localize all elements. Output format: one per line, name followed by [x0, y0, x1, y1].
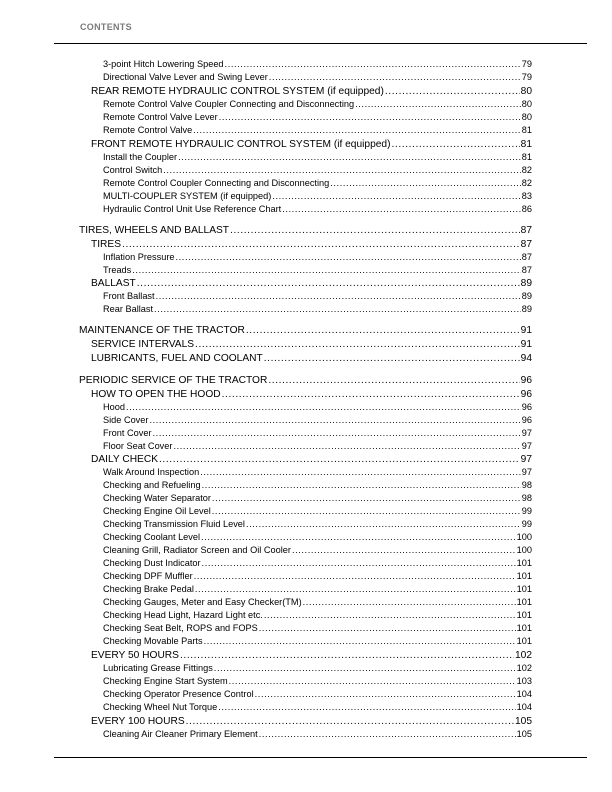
toc-entry[interactable]: [103, 124, 532, 137]
toc-entry-title: Cleaning Air Cleaner Primary Element: [103, 729, 258, 739]
toc-dot-leader: [259, 622, 516, 635]
toc-page-number: 80: [521, 112, 532, 122]
toc-page-number: 83: [521, 191, 532, 201]
toc-entry-title: Checking Engine Start System: [103, 676, 228, 686]
toc-page-number: 80: [520, 86, 532, 97]
toc-dot-leader: [194, 570, 516, 583]
toc-dot-leader: [264, 609, 516, 622]
toc-dot-leader: [122, 238, 520, 251]
toc-entry-title: BALLAST: [91, 278, 136, 289]
toc-dot-leader: [137, 277, 520, 290]
toc-dot-leader: [156, 290, 521, 303]
toc-entry-title: SERVICE INTERVALS: [91, 339, 195, 350]
toc-entry[interactable]: [79, 324, 532, 337]
toc-entry[interactable]: [103, 662, 532, 675]
toc-page-number: 87: [520, 225, 532, 236]
toc-entry[interactable]: [103, 492, 532, 505]
toc-entry-title: Checking Gauges, Meter and Easy Checker(TM): [103, 597, 302, 607]
toc-entry-title: Checking Brake Pedal: [103, 584, 194, 594]
toc-entry-title: Front Ballast: [103, 291, 155, 301]
toc-entry[interactable]: [91, 138, 532, 151]
toc-entry[interactable]: [103, 518, 532, 531]
toc-entry[interactable]: [103, 505, 532, 518]
toc-entry-title: Checking Water Separator: [103, 493, 211, 503]
toc-entry[interactable]: [103, 164, 532, 177]
toc-dot-leader: [268, 374, 519, 387]
toc-entry-title: Checking Dust Indicator: [103, 558, 201, 568]
toc-entry-title: MULTI-COUPLER SYSTEM (if equipped): [103, 191, 272, 201]
toc-entry[interactable]: [103, 151, 532, 164]
toc-page-number: 99: [521, 506, 532, 516]
toc-entry[interactable]: [91, 338, 532, 351]
toc-entry[interactable]: [103, 622, 532, 635]
toc-entry-title: Checking and Refueling: [103, 480, 201, 490]
toc-page-number: 101: [516, 610, 532, 620]
toc-dot-leader: [154, 303, 521, 316]
toc-page-number: 105: [515, 716, 532, 727]
toc-page-number: 101: [516, 636, 532, 646]
toc-entry-title: Inflation Pressure: [103, 252, 175, 262]
toc-entry[interactable]: [103, 570, 532, 583]
toc-dot-leader: [186, 715, 514, 728]
toc-entry-title: PERIODIC SERVICE OF THE TRACTOR: [79, 375, 268, 386]
toc-dot-leader: [132, 264, 521, 277]
toc-page-number: 98: [521, 480, 532, 490]
toc-page-number: 96: [521, 415, 532, 425]
toc-entry-title: Checking Coolant Level: [103, 532, 201, 542]
toc-dot-leader: [222, 388, 520, 401]
toc-dot-leader: [173, 440, 520, 453]
toc-page-number: 91: [520, 325, 532, 336]
footer-divider: [54, 757, 587, 758]
toc-dot-leader: [202, 557, 516, 570]
toc-entry-title: Directional Valve Lever and Swing Lever: [103, 72, 268, 82]
toc-page-number: 81: [520, 139, 532, 150]
toc-dot-leader: [269, 71, 521, 84]
toc-entry[interactable]: [103, 71, 532, 84]
toc-entry-title: Floor Seat Cover: [103, 441, 173, 451]
toc-dot-leader: [330, 177, 521, 190]
toc-page-number: 97: [521, 428, 532, 438]
toc-entry[interactable]: [91, 277, 532, 290]
toc-entry[interactable]: [91, 715, 532, 728]
toc-page-number: 89: [520, 278, 532, 289]
toc-dot-leader: [180, 649, 514, 662]
toc-entry-title: TIRES, WHEELS AND BALLAST: [79, 225, 230, 236]
toc-entry[interactable]: [103, 440, 532, 453]
toc-entry[interactable]: [103, 414, 532, 427]
toc-entry-title: Remote Control Valve Lever: [103, 112, 218, 122]
toc-dot-leader: [282, 203, 521, 216]
toc-entry-title: Rear Ballast: [103, 304, 154, 314]
toc-entry[interactable]: [103, 479, 532, 492]
toc-entry[interactable]: [103, 58, 532, 71]
toc-dot-leader: [272, 190, 520, 203]
toc-entry[interactable]: [91, 649, 532, 662]
toc-page-number: 97: [521, 441, 532, 451]
toc-entry[interactable]: [103, 728, 532, 741]
toc-entry[interactable]: [103, 609, 532, 622]
toc-entry-title: Checking Head Light, Hazard Light etc.: [103, 610, 263, 620]
toc-entry[interactable]: [103, 427, 532, 440]
toc-entry[interactable]: [103, 303, 532, 316]
toc-entry[interactable]: [103, 531, 532, 544]
toc-page-number: 101: [516, 571, 532, 581]
toc-entry[interactable]: [91, 238, 532, 251]
toc-entry[interactable]: [103, 111, 532, 124]
toc-dot-leader: [255, 688, 516, 701]
toc-page-number: 102: [515, 650, 532, 661]
toc-entry-title: Cleaning Grill, Radiator Screen and Oil Cooler: [103, 545, 291, 555]
toc-page-number: 100: [516, 532, 532, 542]
toc-page-number: 101: [516, 558, 532, 568]
toc-entry-title: Checking Movable Parts: [103, 636, 203, 646]
toc-entry[interactable]: [103, 583, 532, 596]
toc-entry[interactable]: [103, 401, 532, 414]
toc-page-number: 82: [521, 165, 532, 175]
toc-page-number: 94: [520, 353, 532, 364]
toc-dot-leader: [385, 85, 520, 98]
toc-dot-leader: [355, 98, 521, 111]
toc-page-number: 87: [520, 239, 532, 250]
toc-dot-leader: [246, 518, 521, 531]
toc-entry-title: EVERY 100 HOURS: [91, 716, 185, 727]
toc-page-number: 96: [520, 375, 532, 386]
toc-dot-leader: [195, 338, 520, 351]
toc-page-number: 96: [521, 402, 532, 412]
page-header-label: CONTENTS: [80, 22, 132, 32]
toc-dot-leader: [225, 58, 521, 71]
toc-entry-title: Remote Control Valve Coupler Connecting and Disconnecting: [103, 99, 355, 109]
toc-dot-leader: [230, 224, 520, 237]
toc-page-number: 81: [521, 125, 532, 135]
toc-page-number: 97: [520, 454, 532, 465]
toc-dot-leader: [159, 453, 520, 466]
toc-entry[interactable]: [79, 374, 532, 387]
toc-dot-leader: [218, 701, 515, 714]
toc-entry-title: MAINTENANCE OF THE TRACTOR: [79, 325, 245, 336]
toc-entry-title: REAR REMOTE HYDRAULIC CONTROL SYSTEM (if equipped): [91, 86, 384, 97]
toc-page-number: 89: [521, 304, 532, 314]
toc-entry[interactable]: [103, 675, 532, 688]
toc-dot-leader: [259, 728, 516, 741]
toc-entry-title: TIRES: [91, 239, 122, 250]
toc-page-number: 79: [521, 72, 532, 82]
toc-entry-title: Checking DPF Muffler: [103, 571, 193, 581]
toc-dot-leader: [303, 596, 516, 609]
toc-dot-leader: [178, 151, 521, 164]
toc-page-number: 91: [520, 339, 532, 350]
toc-entry-title: Walk Around Inspection: [103, 467, 200, 477]
toc-dot-leader: [163, 164, 521, 177]
toc-entry-title: Lubricating Grease Fittings: [103, 663, 213, 673]
toc-entry-title: FRONT REMOTE HYDRAULIC CONTROL SYSTEM (if equipped): [91, 139, 391, 150]
toc-dot-leader: [202, 479, 521, 492]
toc-dot-leader: [204, 635, 516, 648]
toc-entry[interactable]: [103, 177, 532, 190]
toc-page-number: 105: [516, 729, 532, 739]
toc-entry[interactable]: [91, 85, 532, 98]
toc-entry-title: Checking Seat Belt, ROPS and FOPS: [103, 623, 258, 633]
toc-page-number: 96: [520, 389, 532, 400]
toc-dot-leader: [195, 583, 516, 596]
toc-entry[interactable]: [103, 466, 532, 479]
toc-entry[interactable]: [103, 290, 532, 303]
toc-page-number: 87: [521, 252, 532, 262]
toc-entry-title: Hood: [103, 402, 125, 412]
toc-entry[interactable]: [103, 190, 532, 203]
toc-page-number: 99: [521, 519, 532, 529]
toc-page-number: 101: [516, 584, 532, 594]
toc-page-number: 103: [516, 676, 532, 686]
toc-dot-leader: [149, 414, 520, 427]
toc-entry-title: Install the Coupler: [103, 152, 178, 162]
toc-dot-leader: [212, 492, 521, 505]
toc-entry-title: Checking Engine Oil Level: [103, 506, 211, 516]
toc-page-number: 80: [521, 99, 532, 109]
toc-page-number: 104: [516, 689, 532, 699]
toc-dot-leader: [391, 138, 519, 151]
toc-entry[interactable]: [91, 388, 532, 401]
toc-entry-title: Side Cover: [103, 415, 149, 425]
toc-entry[interactable]: [79, 224, 532, 237]
toc-page-number: 79: [521, 59, 532, 69]
toc-dot-leader: [193, 124, 521, 137]
toc-page-number: 101: [516, 623, 532, 633]
toc-dot-leader: [176, 251, 521, 264]
toc-dot-leader: [219, 111, 521, 124]
toc-entry-title: Remote Control Coupler Connecting and Disconnecting: [103, 178, 330, 188]
toc-entry[interactable]: [103, 557, 532, 570]
toc-dot-leader: [153, 427, 521, 440]
toc-entry[interactable]: [103, 264, 532, 277]
toc-dot-leader: [201, 531, 516, 544]
toc-page-number: 87: [521, 265, 532, 275]
toc-page-number: 82: [521, 178, 532, 188]
toc-dot-leader: [126, 401, 521, 414]
toc-entry[interactable]: [103, 203, 532, 216]
toc-entry-title: HOW TO OPEN THE HOOD: [91, 389, 221, 400]
toc-dot-leader: [200, 466, 521, 479]
toc-entry-title: Checking Transmission Fluid Level: [103, 519, 245, 529]
toc-entry[interactable]: [103, 544, 532, 557]
toc-entry[interactable]: [91, 453, 532, 466]
toc-entry[interactable]: [103, 251, 532, 264]
toc-dot-leader: [246, 324, 520, 337]
toc-entry[interactable]: [103, 98, 532, 111]
toc-entry-title: Front Cover: [103, 428, 152, 438]
toc-page-number: 81: [521, 152, 532, 162]
toc-page-number: 100: [516, 545, 532, 555]
toc-page-number: 104: [516, 702, 532, 712]
toc-page-number: 98: [521, 493, 532, 503]
toc-page-number: 101: [516, 597, 532, 607]
toc-page-number: 102: [516, 663, 532, 673]
toc-entry-title: Checking Operator Presence Control: [103, 689, 254, 699]
toc-entry-title: Remote Control Valve: [103, 125, 193, 135]
toc-page-number: 97: [521, 467, 532, 477]
toc-dot-leader: [214, 662, 516, 675]
toc-dot-leader: [212, 505, 521, 518]
toc-entry-title: Checking Wheel Nut Torque: [103, 702, 218, 712]
toc-entry-title: Treads: [103, 265, 132, 275]
toc-entry[interactable]: [103, 596, 532, 609]
toc-entry-title: LUBRICANTS, FUEL AND COOLANT: [91, 353, 263, 364]
toc-entry[interactable]: [103, 701, 532, 714]
toc-entry-title: DAILY CHECK: [91, 454, 158, 465]
toc-entry-title: Control Switch: [103, 165, 163, 175]
toc-entry[interactable]: [103, 635, 532, 648]
toc-entry-title: Hydraulic Control Unit Use Reference Chart: [103, 204, 282, 214]
toc-entry-title: EVERY 50 HOURS: [91, 650, 179, 661]
toc-page-number: 89: [521, 291, 532, 301]
toc-page-number: 86: [521, 204, 532, 214]
toc-dot-leader: [292, 544, 516, 557]
toc-entry-title: 3-point Hitch Lowering Speed: [103, 59, 224, 69]
toc-dot-leader: [229, 675, 516, 688]
toc-dot-leader: [264, 352, 520, 365]
toc-entry[interactable]: [103, 688, 532, 701]
toc-entry[interactable]: [91, 352, 532, 365]
